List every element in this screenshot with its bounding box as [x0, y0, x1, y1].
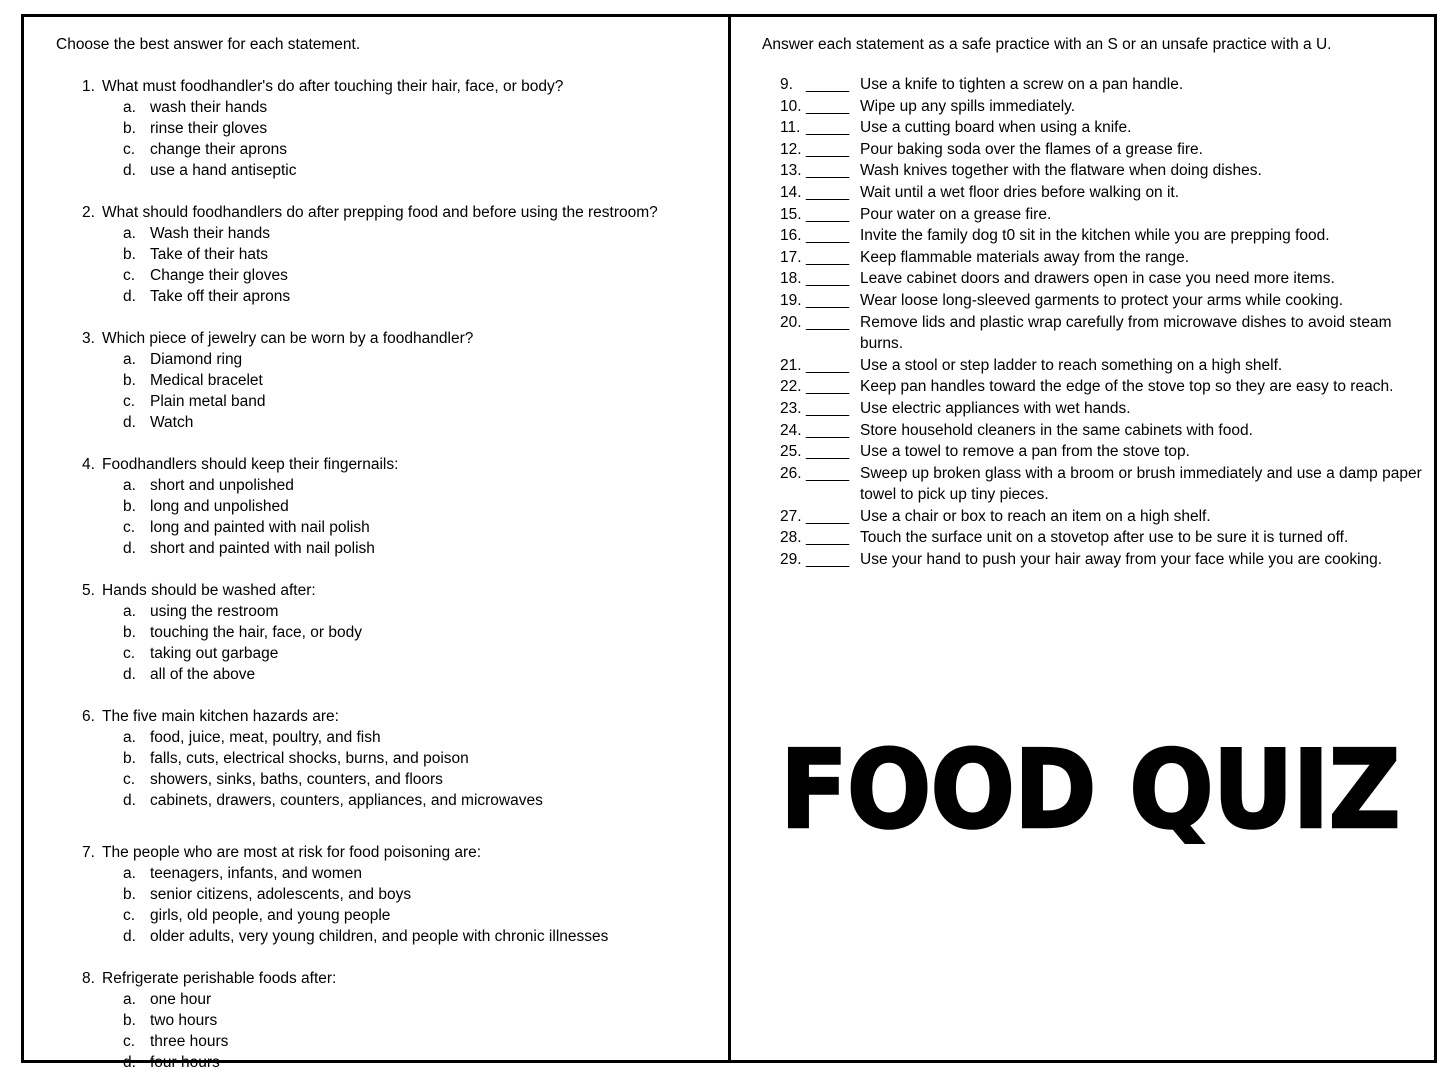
option-letter: d. — [123, 792, 136, 809]
question-block — [56, 580, 720, 685]
question-head — [56, 202, 720, 223]
answer-blank: _____ — [806, 464, 850, 482]
statement-number: 14. — [780, 183, 802, 201]
statement-text: Use a stool or step ladder to reach something on a high shelf. — [860, 356, 1283, 374]
statement-number: 19. — [780, 291, 802, 309]
statement-row — [762, 420, 1422, 442]
question-text: The five main kitchen hazards are: — [102, 708, 339, 725]
statement-text: Wait until a wet floor dries before walking on it. — [860, 183, 1180, 201]
option-text: Take off their aprons — [150, 288, 291, 305]
statement-text: Use a chair or box to reach an item on a high shelf. — [860, 507, 1211, 525]
worksheet — [21, 14, 1437, 1071]
multiple-choice-panel — [24, 17, 731, 1071]
option-letter: d. — [123, 666, 136, 683]
option-row — [56, 905, 720, 926]
question-head — [56, 76, 720, 97]
option-text: Change their gloves — [150, 267, 288, 284]
answer-blank: _____ — [806, 507, 850, 525]
option-text: girls, old people, and young people — [150, 907, 391, 924]
option-row — [56, 139, 720, 160]
option-row — [56, 370, 720, 391]
option-row — [56, 664, 720, 685]
option-text: four hours — [150, 1054, 220, 1071]
food-quiz-title: FOOD QUIZ — [779, 728, 1400, 853]
option-text: short and unpolished — [150, 477, 294, 494]
question-number: 2. — [82, 204, 95, 221]
question-number: 5. — [82, 582, 95, 599]
statement-text: Invite the family dog t0 sit in the kitchen while you are prepping food. — [860, 227, 1330, 245]
question-text: What should foodhandlers do after prepping food and before using the restroom? — [102, 204, 658, 221]
option-row — [56, 265, 720, 286]
question-text: Refrigerate perishable foods after: — [102, 970, 337, 987]
statement-row — [762, 182, 1422, 204]
option-letter: c. — [123, 519, 136, 536]
option-text: three hours — [150, 1033, 229, 1050]
option-text: wash their hands — [150, 99, 268, 116]
option-text: long and painted with nail polish — [150, 519, 370, 536]
option-row — [56, 1031, 720, 1052]
statement-number: 28. — [780, 529, 802, 547]
option-letter: b. — [123, 1012, 136, 1029]
question-block — [56, 76, 720, 181]
question-number: 7. — [82, 844, 95, 861]
statement-number: 15. — [780, 205, 802, 223]
answer-blank: _____ — [806, 356, 850, 374]
statement-text: Keep flammable materials away from the range. — [860, 248, 1190, 266]
option-text: all of the above — [150, 666, 256, 683]
statement-text: Pour water on a grease fire. — [860, 205, 1052, 223]
question-list — [56, 76, 720, 1073]
answer-blank: _____ — [806, 183, 850, 201]
option-row — [56, 643, 720, 664]
option-row — [56, 496, 720, 517]
statement-row — [762, 204, 1422, 226]
answer-blank: _____ — [806, 248, 850, 266]
option-letter: d. — [123, 928, 136, 945]
question-number: 8. — [82, 970, 95, 987]
option-text: one hour — [150, 991, 212, 1008]
option-letter: d. — [123, 414, 136, 431]
safe-unsafe-panel — [731, 17, 1438, 1060]
question-text: Foodhandlers should keep their fingernails: — [102, 456, 399, 473]
option-row — [56, 349, 720, 370]
option-letter: c. — [123, 645, 136, 662]
question-head — [56, 328, 720, 349]
option-row — [56, 1052, 720, 1073]
option-letter: c. — [123, 393, 136, 410]
question-block — [56, 454, 720, 559]
statement-row — [762, 268, 1422, 290]
question-head — [56, 706, 720, 727]
statement-row — [762, 506, 1422, 528]
option-text: short and painted with nail polish — [150, 540, 375, 557]
answer-blank: _____ — [806, 97, 850, 115]
statement-text: Pour baking soda over the flames of a grease fire. — [860, 140, 1203, 158]
question-head — [56, 454, 720, 475]
question-number: 1. — [82, 78, 95, 95]
option-text: change their aprons — [150, 141, 288, 158]
question-text: Hands should be washed after: — [102, 582, 316, 599]
option-text: Wash their hands — [150, 225, 271, 242]
option-letter: a. — [123, 225, 136, 242]
option-text: use a hand antiseptic — [150, 162, 297, 179]
option-row — [56, 97, 720, 118]
option-letter: a. — [123, 351, 136, 368]
statement-row — [762, 398, 1422, 420]
option-row — [56, 412, 720, 433]
statement-row — [762, 441, 1422, 463]
option-text: Take of their hats — [150, 246, 269, 263]
statement-row — [762, 139, 1422, 161]
option-row — [56, 790, 720, 811]
statement-text: Use electric appliances with wet hands. — [860, 399, 1131, 417]
option-row — [56, 118, 720, 139]
option-letter: b. — [123, 750, 136, 767]
statement-row — [762, 290, 1422, 312]
question-text: The people who are most at risk for food poisoning are: — [102, 844, 482, 861]
statement-text: Use your hand to push your hair away from your face while you are cooking. — [860, 551, 1383, 569]
option-text: Medical bracelet — [150, 372, 263, 389]
statement-row — [762, 376, 1422, 398]
option-letter: b. — [123, 372, 136, 389]
option-row — [56, 769, 720, 790]
question-block — [56, 968, 720, 1073]
answer-blank: _____ — [806, 551, 850, 569]
statement-row — [762, 549, 1422, 571]
statement-row — [762, 527, 1422, 549]
option-text: Diamond ring — [150, 351, 243, 368]
question-number: 3. — [82, 330, 95, 347]
answer-blank: _____ — [806, 529, 850, 547]
question-text: What must foodhandler's do after touching their hair, face, or body? — [102, 78, 564, 95]
option-row — [56, 601, 720, 622]
answer-blank: _____ — [806, 162, 850, 180]
statement-number: 26. — [780, 464, 802, 482]
option-row — [56, 1010, 720, 1031]
statement-row — [762, 225, 1422, 247]
statement-row — [762, 96, 1422, 118]
option-letter: c. — [123, 141, 136, 158]
option-letter: a. — [123, 477, 136, 494]
option-row — [56, 223, 720, 244]
question-text: Which piece of jewelry can be worn by a foodhandler? — [102, 330, 474, 347]
question-head — [56, 842, 720, 863]
option-row — [56, 727, 720, 748]
statement-number: 22. — [780, 378, 802, 396]
statement-text: Keep pan handles toward the edge of the stove top so they are easy to reach. — [860, 378, 1394, 396]
statement-list — [762, 74, 1422, 571]
answer-blank: _____ — [806, 313, 850, 331]
statement-text: Remove lids and plastic wrap carefully from microwave dishes to avoid steam burns. — [860, 313, 1392, 353]
option-letter: b. — [123, 120, 136, 137]
option-letter: b. — [123, 498, 136, 515]
statement-text: Leave cabinet doors and drawers open in case you need more items. — [860, 270, 1335, 288]
option-text: touching the hair, face, or body — [150, 624, 362, 641]
statement-text: Use a knife to tighten a screw on a pan handle. — [860, 76, 1184, 93]
option-row — [56, 989, 720, 1010]
statement-number: 17. — [780, 248, 802, 266]
option-row — [56, 748, 720, 769]
option-letter: c. — [123, 267, 136, 284]
statement-text: Wear loose long-sleeved garments to protect your arms while cooking. — [860, 291, 1344, 309]
option-row — [56, 517, 720, 538]
answer-blank: _____ — [806, 270, 850, 288]
option-text: two hours — [150, 1012, 218, 1029]
statement-row — [762, 355, 1422, 377]
statement-number: 12. — [780, 140, 802, 158]
question-block — [56, 328, 720, 433]
statement-row — [762, 312, 1422, 355]
statement-row — [762, 117, 1422, 139]
food-quiz-title-wrap — [731, 728, 1438, 853]
statement-row — [762, 463, 1422, 506]
statement-text: Touch the surface unit on a stovetop after use to be sure it is turned off. — [860, 529, 1349, 547]
answer-blank: _____ — [806, 421, 850, 439]
statement-number: 13. — [780, 162, 802, 180]
option-letter: d. — [123, 540, 136, 557]
option-text: showers, sinks, baths, counters, and floors — [150, 771, 443, 788]
option-row — [56, 884, 720, 905]
answer-blank: _____ — [806, 76, 850, 93]
statement-row — [762, 74, 1422, 96]
statement-row — [762, 160, 1422, 182]
option-letter: b. — [123, 886, 136, 903]
answer-blank: _____ — [806, 378, 850, 396]
option-letter: a. — [123, 729, 136, 746]
option-letter: a. — [123, 603, 136, 620]
option-row — [56, 160, 720, 181]
option-text: falls, cuts, electrical shocks, burns, and poison — [150, 750, 469, 767]
answer-blank: _____ — [806, 119, 850, 137]
statement-text: Use a cutting board when using a knife. — [860, 119, 1132, 137]
statement-text: Wash knives together with the flatware when doing dishes. — [860, 162, 1262, 180]
question-number: 6. — [82, 708, 95, 725]
statement-number: 29. — [780, 551, 802, 569]
option-row — [56, 622, 720, 643]
statement-number: 21. — [780, 356, 802, 374]
statement-number: 16. — [780, 227, 802, 245]
statement-text: Store household cleaners in the same cabinets with food. — [860, 421, 1253, 439]
option-row — [56, 286, 720, 307]
option-text: using the restroom — [150, 603, 279, 620]
option-letter: b. — [123, 246, 136, 263]
statement-number: 24. — [780, 421, 802, 439]
question-block — [56, 706, 720, 811]
statement-text: Wipe up any spills immediately. — [860, 97, 1076, 115]
option-letter: d. — [123, 288, 136, 305]
answer-blank: _____ — [806, 140, 850, 158]
statement-number: 23. — [780, 399, 802, 417]
question-block — [56, 202, 720, 307]
option-letter: b. — [123, 624, 136, 641]
answer-blank: _____ — [806, 399, 850, 417]
option-text: senior citizens, adolescents, and boys — [150, 886, 412, 903]
statement-number: 9. — [780, 76, 793, 93]
answer-blank: _____ — [806, 443, 850, 461]
statement-number: 25. — [780, 443, 802, 461]
statement-number: 18. — [780, 270, 802, 288]
answer-blank: _____ — [806, 205, 850, 223]
option-text: food, juice, meat, poultry, and fish — [150, 729, 381, 746]
option-row — [56, 391, 720, 412]
option-text: teenagers, infants, and women — [150, 865, 362, 882]
option-text: Plain metal band — [150, 393, 266, 410]
mc-instructions: Choose the best answer for each statement. — [56, 36, 361, 53]
statement-number: 27. — [780, 507, 802, 525]
answer-blank: _____ — [806, 291, 850, 309]
option-letter: c. — [123, 1033, 136, 1050]
option-text: long and unpolished — [150, 498, 289, 515]
statement-number: 11. — [780, 119, 801, 137]
answer-blank: _____ — [806, 227, 850, 245]
su-instructions: Answer each statement as a safe practice with an S or an unsafe practice with a U. — [762, 36, 1332, 53]
option-row — [56, 244, 720, 265]
option-text: taking out garbage — [150, 645, 279, 662]
option-row — [56, 538, 720, 559]
option-text: cabinets, drawers, counters, appliances, and microwaves — [150, 792, 543, 809]
statement-row — [762, 247, 1422, 269]
option-row — [56, 926, 720, 947]
option-letter: a. — [123, 991, 136, 1008]
option-letter: d. — [123, 162, 136, 179]
question-number: 4. — [82, 456, 95, 473]
option-text: older adults, very young children, and people with chronic illnesses — [150, 928, 609, 945]
option-letter: a. — [123, 865, 136, 882]
statement-text: Use a towel to remove a pan from the stove top. — [860, 443, 1190, 461]
option-letter: c. — [123, 771, 136, 788]
statement-number: 10. — [780, 97, 802, 115]
option-letter: c. — [123, 907, 136, 924]
option-text: rinse their gloves — [150, 120, 268, 137]
option-letter: d. — [123, 1054, 136, 1071]
option-text: Watch — [150, 414, 194, 431]
option-row — [56, 475, 720, 496]
question-head — [56, 580, 720, 601]
statement-number: 20. — [780, 313, 802, 331]
question-head — [56, 968, 720, 989]
statement-text: Sweep up broken glass with a broom or brush immediately and use a damp paper towel to pick up tiny pieces. — [860, 464, 1422, 504]
question-block — [56, 842, 720, 947]
option-letter: a. — [123, 99, 136, 116]
option-row — [56, 863, 720, 884]
